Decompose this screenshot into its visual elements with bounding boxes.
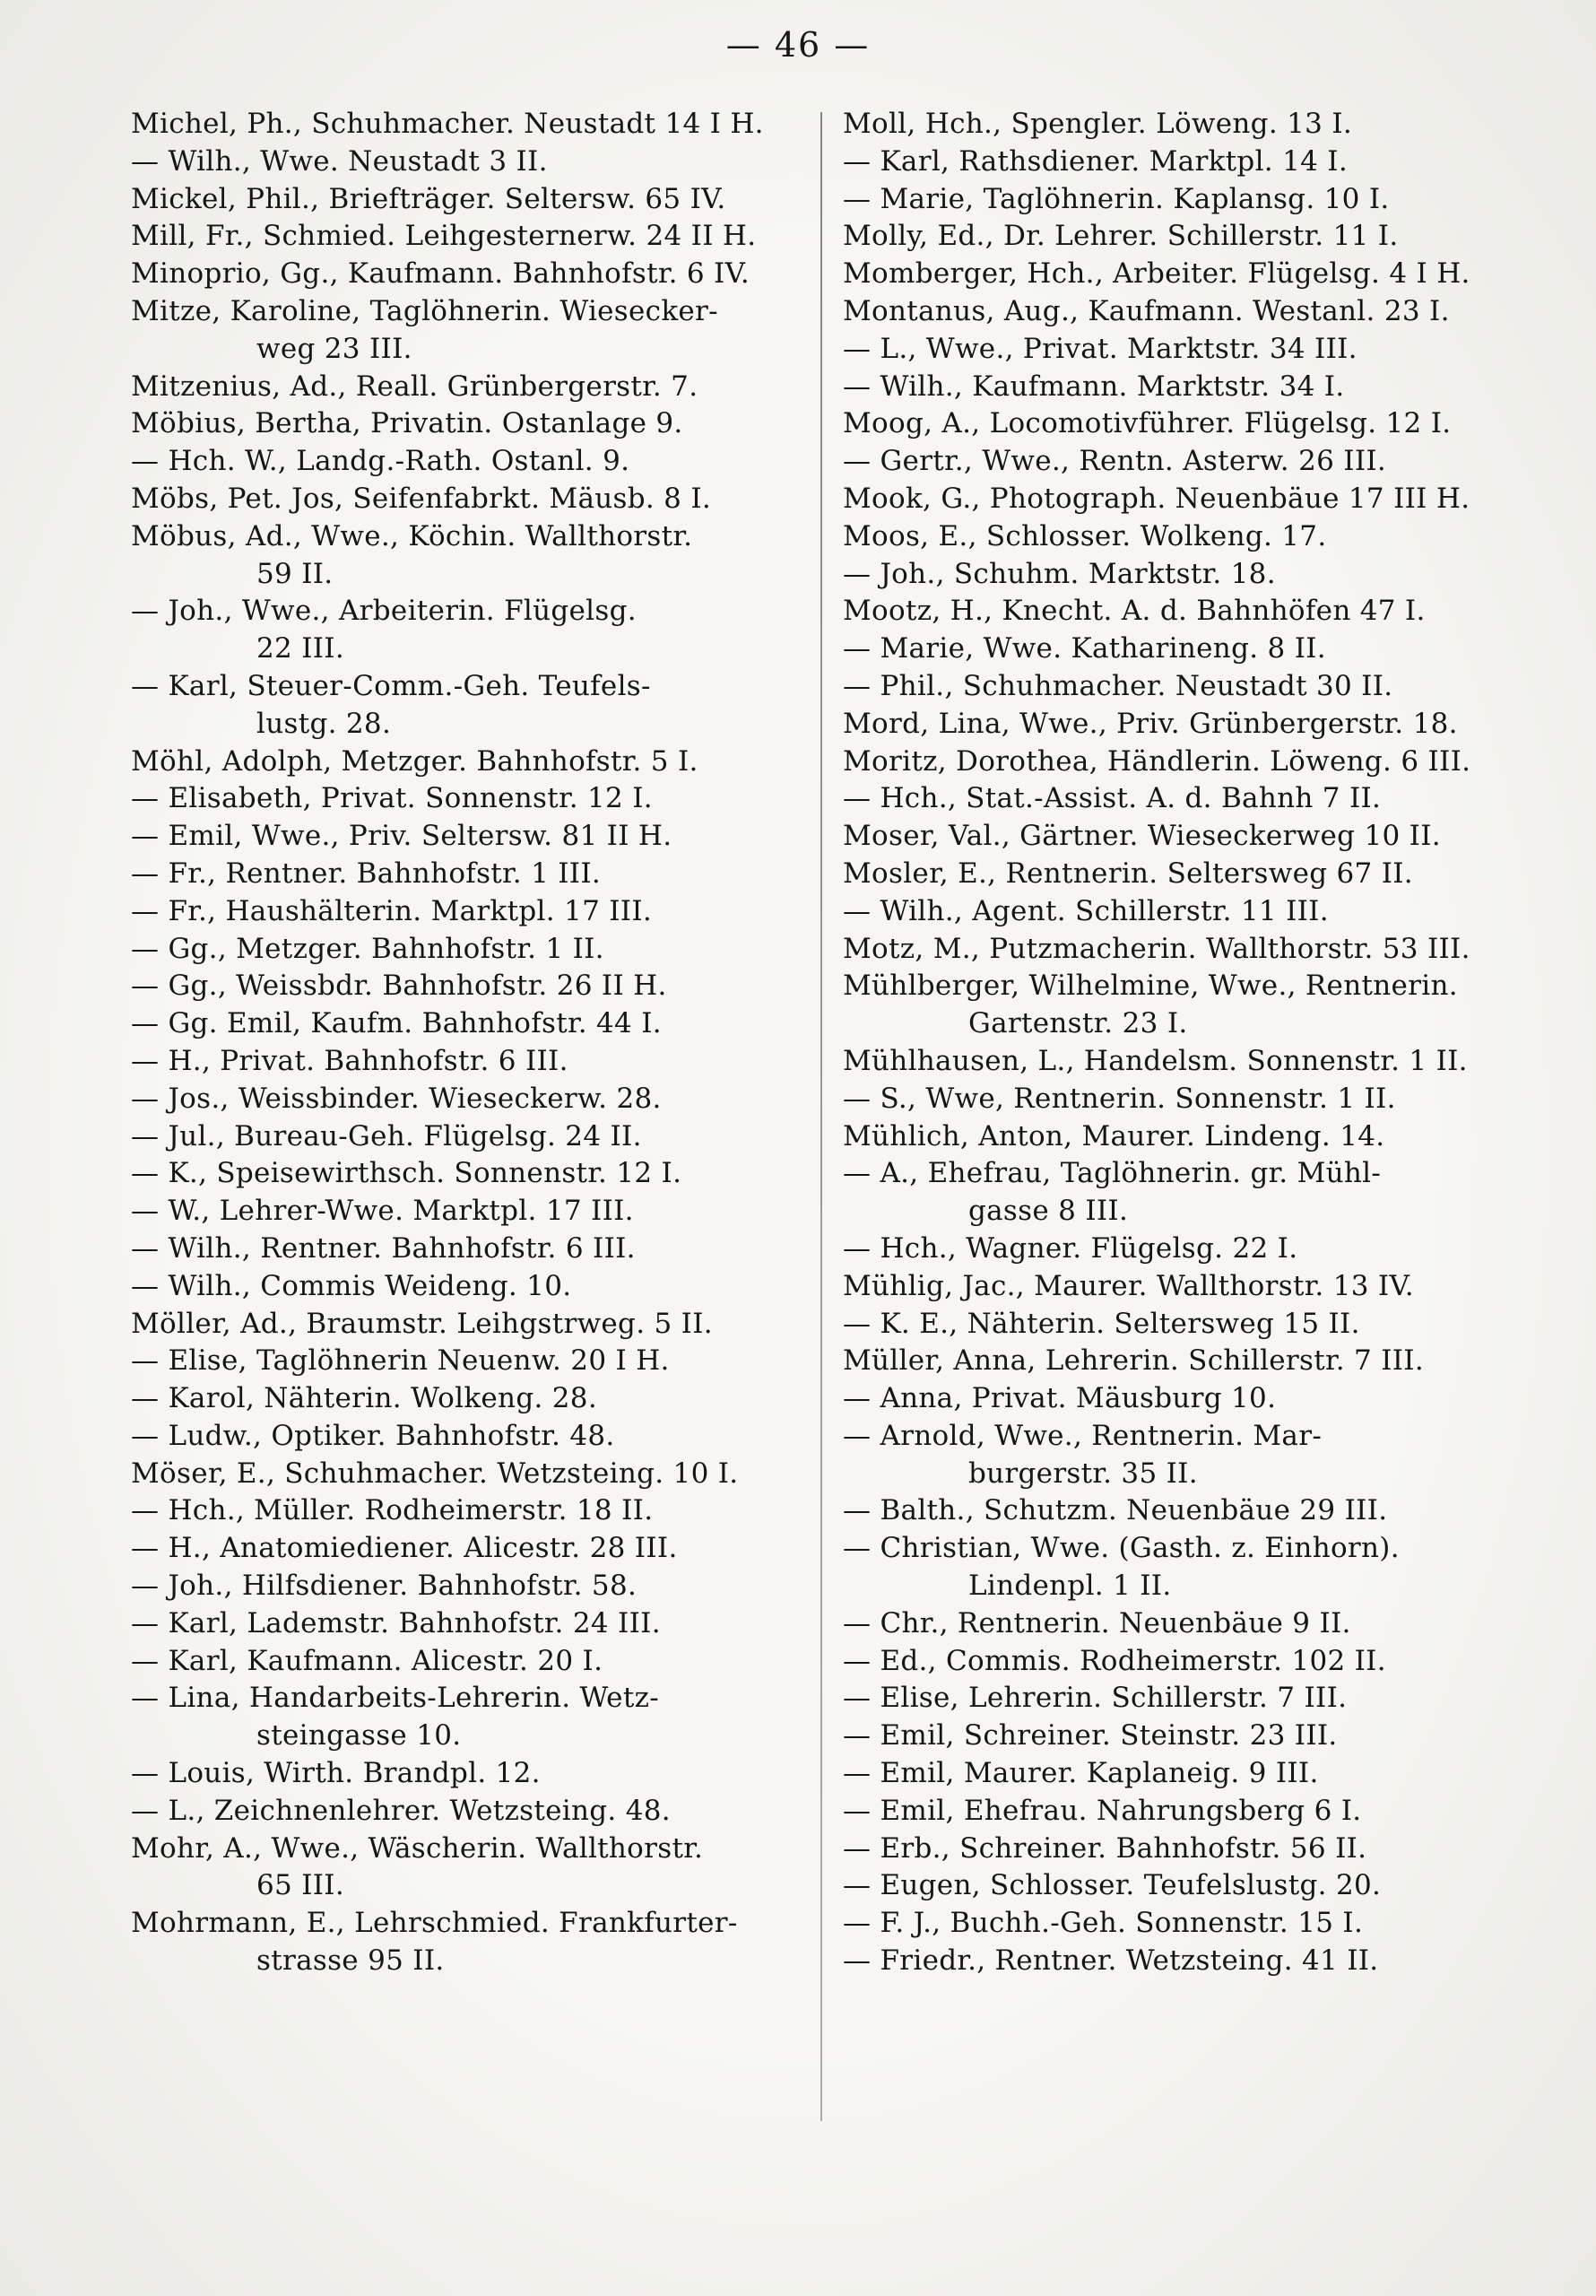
directory-entry: — Wilh., Kaufmann. Marktstr. 34 I. xyxy=(843,370,1345,403)
directory-entry: — Hch., Stat.-Assist. A. d. Bahnh 7 II. xyxy=(843,782,1382,815)
directory-entry: Möbius, Bertha, Privatin. Ostanlage 9. xyxy=(131,407,683,440)
directory-entry: — W., Lehrer-Wwe. Marktpl. 17 III. xyxy=(131,1195,634,1228)
directory-entry: Momberger, Hch., Arbeiter. Flügelsg. 4 I H. xyxy=(843,257,1470,291)
directory-entry: — F. J., Buchh.-Geh. Sonnenstr. 15 I. xyxy=(843,1907,1364,1940)
directory-entry-continuation: gasse 8 III. xyxy=(968,1195,1129,1228)
directory-entry: — Arnold, Wwe., Rentnerin. Mar- xyxy=(843,1419,1323,1452)
directory-entry: — Gg. Emil, Kaufm. Bahnhofstr. 44 I. xyxy=(131,1007,662,1040)
directory-entry-continuation: strasse 95 II. xyxy=(256,1944,445,1978)
directory-entry: — Friedr., Rentner. Wetzsteing. 41 II. xyxy=(843,1944,1379,1978)
directory-entry: — Wilh., Rentner. Bahnhofstr. 6 III. xyxy=(131,1231,636,1265)
directory-entry: — Elise, Lehrerin. Schillerstr. 7 III. xyxy=(843,1682,1348,1715)
directory-entry: — Lina, Handarbeits-Lehrerin. Wetz- xyxy=(131,1682,659,1715)
directory-entry: — K., Speisewirthsch. Sonnenstr. 12 I. xyxy=(131,1157,682,1190)
directory-entry: Mook, G., Photograph. Neuenbäue 17 III H. xyxy=(843,482,1470,515)
directory-entry: — Emil, Maurer. Kaplaneig. 9 III. xyxy=(843,1757,1319,1790)
directory-entry: Möbs, Pet. Jos, Seifenfabrkt. Mäusb. 8 I. xyxy=(131,482,712,515)
directory-entry: — Elise, Taglöhnerin Neuenw. 20 I H. xyxy=(131,1344,670,1378)
directory-entry: — Marie, Wwe. Katharineng. 8 II. xyxy=(843,632,1326,665)
directory-entry: — Anna, Privat. Mäusburg 10. xyxy=(843,1382,1277,1415)
directory-entry: — Gertr., Wwe., Rentn. Asterw. 26 III. xyxy=(843,445,1387,478)
directory-entry: — H., Anatomiediener. Alicestr. 28 III. xyxy=(131,1532,678,1565)
directory-entry: — Wilh., Commis Weideng. 10. xyxy=(131,1269,572,1302)
directory-entry: — Hch., Wagner. Flügelsg. 22 I. xyxy=(843,1231,1298,1265)
directory-entry: — L., Zeichnenlehrer. Wetzsteing. 48. xyxy=(131,1794,671,1827)
directory-entry-continuation: steingasse 10. xyxy=(256,1719,462,1752)
directory-entry-continuation: 65 III. xyxy=(256,1869,344,1902)
directory-entry: — Joh., Schuhm. Marktstr. 18. xyxy=(843,557,1276,590)
directory-entry: Minoprio, Gg., Kaufmann. Bahnhofstr. 6 IV. xyxy=(131,257,750,291)
page-number: — 46 — xyxy=(725,25,871,65)
directory-entry: Moog, A., Locomotivführer. Flügelsg. 12 I. xyxy=(843,407,1452,440)
directory-entry: Mord, Lina, Wwe., Priv. Grünbergerstr. 18. xyxy=(843,707,1458,740)
directory-entry: — Marie, Taglöhnerin. Kaplansg. 10 I. xyxy=(843,182,1390,215)
directory-entry: Montanus, Aug., Kaufmann. Westanl. 23 I. xyxy=(843,294,1450,327)
directory-entry: — A., Ehefrau, Taglöhnerin. gr. Mühl- xyxy=(843,1157,1382,1190)
directory-entry: Mosler, E., Rentnerin. Seltersweg 67 II. xyxy=(843,857,1413,890)
directory-entry: Mill, Fr., Schmied. Leihgesternerw. 24 II H. xyxy=(131,220,757,253)
directory-entry: — Jul., Bureau-Geh. Flügelsg. 24 II. xyxy=(131,1119,642,1152)
directory-entry: — Louis, Wirth. Brandpl. 12. xyxy=(131,1757,541,1790)
directory-entry-continuation: lustg. 28. xyxy=(256,707,392,740)
directory-entry: Müller, Anna, Lehrerin. Schillerstr. 7 III. xyxy=(843,1344,1425,1378)
directory-entry: — H., Privat. Bahnhofstr. 6 III. xyxy=(131,1044,568,1077)
directory-entry: — L., Wwe., Privat. Marktstr. 34 III. xyxy=(843,332,1357,365)
directory-entry: — Jos., Weissbinder. Wieseckerw. 28. xyxy=(131,1082,662,1115)
directory-entry: Mickel, Phil., Briefträger. Seltersw. 65 IV. xyxy=(131,182,726,215)
directory-entry: — Karl, Kaufmann. Alicestr. 20 I. xyxy=(131,1644,603,1677)
directory-entry: — Gg., Weissbdr. Bahnhofstr. 26 II H. xyxy=(131,970,667,1003)
directory-entry: Mühlig, Jac., Maurer. Wallthorstr. 13 IV. xyxy=(843,1269,1414,1302)
directory-entry: — Chr., Rentnerin. Neuenbäue 9 II. xyxy=(843,1606,1351,1639)
directory-entry: Motz, M., Putzmacherin. Wallthorstr. 53 III. xyxy=(843,932,1470,965)
directory-entry-continuation: 22 III. xyxy=(256,632,344,665)
directory-entry: — Karl, Lademstr. Bahnhofstr. 24 III. xyxy=(131,1606,661,1639)
left-column xyxy=(131,106,799,1980)
directory-entry: — Eugen, Schlosser. Teufelslustg. 20. xyxy=(843,1869,1382,1902)
directory-entry: Möbus, Ad., Wwe., Köchin. Wallthorstr. xyxy=(131,519,693,552)
directory-entry: — Wilh., Agent. Schillerstr. 11 III. xyxy=(843,894,1329,927)
directory-entry: Moll, Hch., Spengler. Löweng. 13 I. xyxy=(843,108,1353,140)
directory-entry: Mühlhausen, L., Handelsm. Sonnenstr. 1 II. xyxy=(843,1044,1468,1077)
directory-entry: — Hch. W., Landg.-Rath. Ostanl. 9. xyxy=(131,445,630,478)
directory-entry: — Joh., Wwe., Arbeiterin. Flügelsg. xyxy=(131,595,637,628)
directory-entry: — Ludw., Optiker. Bahnhofstr. 48. xyxy=(131,1419,615,1452)
directory-entry-continuation: Gartenstr. 23 I. xyxy=(968,1007,1188,1040)
directory-entry: — Erb., Schreiner. Bahnhofstr. 56 II. xyxy=(843,1831,1367,1865)
directory-entry: — Hch., Müller. Rodheimerstr. 18 II. xyxy=(131,1494,654,1527)
directory-entry: Möller, Ad., Braumstr. Leihgstrweg. 5 II. xyxy=(131,1307,713,1340)
directory-entry: — Fr., Rentner. Bahnhofstr. 1 III. xyxy=(131,857,602,890)
directory-entry-continuation: weg 23 III. xyxy=(256,332,412,365)
directory-entry: — Wilh., Wwe. Neustadt 3 II. xyxy=(131,144,548,178)
directory-entry: — Fr., Haushälterin. Marktpl. 17 III. xyxy=(131,894,653,927)
directory-entry: — Elisabeth, Privat. Sonnenstr. 12 I. xyxy=(131,782,653,815)
directory-entry: Molly, Ed., Dr. Lehrer. Schillerstr. 11 I. xyxy=(843,220,1399,253)
directory-entry: — Emil, Wwe., Priv. Seltersw. 81 II H. xyxy=(131,820,672,853)
directory-entry: Möhl, Adolph, Metzger. Bahnhofstr. 5 I. xyxy=(131,744,698,778)
directory-entry: Moser, Val., Gärtner. Wieseckerweg 10 II. xyxy=(843,820,1441,853)
directory-entry: — Gg., Metzger. Bahnhofstr. 1 II. xyxy=(131,932,604,965)
directory-entry: Mitzenius, Ad., Reall. Grünbergerstr. 7. xyxy=(131,370,698,403)
directory-entry-continuation: Lindenpl. 1 II. xyxy=(968,1570,1172,1603)
directory-entry: Mühlberger, Wilhelmine, Wwe., Rentnerin. xyxy=(843,970,1458,1003)
directory-entry: Mitze, Karoline, Taglöhnerin. Wiesecker- xyxy=(131,294,718,327)
directory-entry: — Karl, Rathsdiener. Marktpl. 14 I. xyxy=(843,144,1348,178)
directory-entry: — Karl, Steuer-Comm.-Geh. Teufels- xyxy=(131,669,651,702)
directory-entry: Moritz, Dorothea, Händlerin. Löweng. 6 III. xyxy=(843,744,1471,778)
directory-entry: — Ed., Commis. Rodheimerstr. 102 II. xyxy=(843,1644,1386,1677)
directory-entry: — Emil, Schreiner. Steinstr. 23 III. xyxy=(843,1719,1338,1752)
directory-entry: — Joh., Hilfsdiener. Bahnhofstr. 58. xyxy=(131,1570,638,1603)
directory-entry: Mootz, H., Knecht. A. d. Bahnhöfen 47 I. xyxy=(843,595,1426,628)
directory-entry: Mohr, A., Wwe., Wäscherin. Wallthorstr. xyxy=(131,1831,704,1865)
directory-entry: — Karol, Nähterin. Wolkeng. 28. xyxy=(131,1382,597,1415)
directory-entry: Mühlich, Anton, Maurer. Lindeng. 14. xyxy=(843,1119,1385,1152)
directory-entry: Michel, Ph., Schuhmacher. Neustadt 14 I H. xyxy=(131,108,764,140)
directory-entry: — S., Wwe, Rentnerin. Sonnenstr. 1 II. xyxy=(843,1082,1396,1115)
directory-entry: — K. E., Nähterin. Seltersweg 15 II. xyxy=(843,1307,1360,1340)
directory-entry: — Phil., Schuhmacher. Neustadt 30 II. xyxy=(843,669,1393,702)
directory-entry: Möser, E., Schuhmacher. Wetzsteing. 10 I. xyxy=(131,1457,739,1490)
directory-entry-continuation: burgerstr. 35 II. xyxy=(968,1457,1198,1490)
directory-entry-continuation: 59 II. xyxy=(256,557,334,590)
directory-entry: — Balth., Schutzm. Neuenbäue 29 III. xyxy=(843,1494,1388,1527)
directory-entry: Mohrmann, E., Lehrschmied. Frankfurter- xyxy=(131,1907,738,1940)
right-column xyxy=(843,106,1511,1980)
directory-entry: — Christian, Wwe. (Gasth. z. Einhorn). xyxy=(843,1532,1400,1565)
directory-entry: — Emil, Ehefrau. Nahrungsberg 6 I. xyxy=(843,1794,1362,1827)
column-divider xyxy=(820,112,822,2121)
directory-entry: Moos, E., Schlosser. Wolkeng. 17. xyxy=(843,519,1327,552)
